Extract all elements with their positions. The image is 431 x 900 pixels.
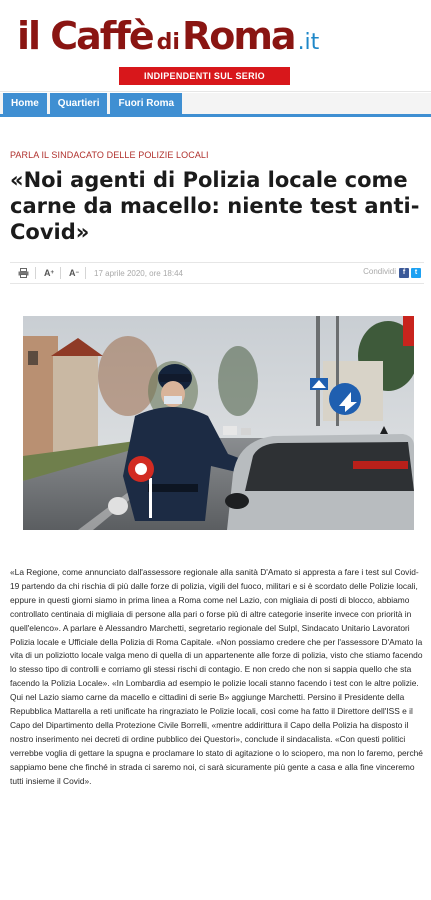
print-icon[interactable] [18, 266, 29, 280]
nav-item-quartieri[interactable]: Quartieri [50, 93, 108, 114]
article-photo [23, 316, 414, 530]
twitter-share-icon[interactable]: t [411, 268, 421, 278]
article-body: «La Regione, come annunciato dall'assessore regionale alla sanità D'Amato si appresta a fare i test sul Covid-19 partendo da chi rischia di più dalle forze di polizia, vigili del fuoco, militari e si è scordato delle Polizie locali, eppure in questi giorni siamo in prima linea a Roma come nel Lazio, con migliaia di posti di blocco, abbiamo controllato centinaia di migliaia di persone alla pari o forse più di altre categorie inserite invece con priorità in quell'elenco». A parlare è Alessandro Marchetti, segretario regionale del Sulpl, Sindacato Unitario Lavoratori Polizia locale e Ufficiale della Polizia di Roma Capitale. «Non possiamo credere che per l'assessore D'Amato la vita di un poliziotto locale valga meno di quella di un appartenente alle forze di polizia, visto che stiamo facendo lo stesso tipo di controlli e corriamo gli stessi rischi di contagio. E non credo che non si sappia quello che sta facendo la Polizia Locale». «In Lombardia ad esempio le polizie locali stanno facendo i test con le altre polizie. Qui nel Lazio siamo carne da macello e cittadini di serie B» aggiunge Marchetti. Persino il Presidente della Repubblica Mattarella a reti unificate ha ringraziato le Polizie locali, così come ha fatto il Direttore dell'ISS e il Capo del Dipartimento della Protezione Civile Borrelli, «mentre addirittura il Capo della Polizia ha disposto il nostro inserimento nei decreti di ordine pubblico dei Questori», conclude il sindacalista. «Con questi politici verrebbe voglia di gettare la spugna e proclamare lo stato di agitazione o lo sciopero, ma non lo faremo, perché sappiamo bene che finché in strada ci saremo noi, ci sarà sicuramente più gente a casa e alla fine vinceremo tutti insieme il Covid». [10, 567, 423, 786]
logo-text-domain: .it [297, 30, 320, 55]
facebook-share-icon[interactable]: f [399, 268, 409, 278]
nav-item-fuori-roma[interactable]: Fuori Roma [110, 93, 182, 114]
share-label: Condividi [363, 267, 396, 276]
main-nav [0, 93, 431, 117]
toolbar-divider [35, 267, 36, 279]
article-kicker: PARLA IL SINDACATO DELLE POLIZIE LOCALI [10, 150, 209, 160]
site-header [0, 0, 431, 92]
font-size-decrease-icon[interactable]: A − [69, 268, 80, 278]
article-headline: «Noi agenti di Polizia locale come carne da macello: niente test anti-Covid» [10, 168, 420, 244]
nav-item-home[interactable]: Home [3, 93, 47, 114]
site-logo[interactable] [17, 14, 319, 58]
logo-text-roma: Roma [181, 14, 295, 58]
logo-text-caffe: il Caffè [17, 14, 153, 58]
article-toolbar [10, 262, 424, 284]
font-size-increase-icon[interactable]: A + [44, 268, 55, 278]
toolbar-divider [85, 267, 86, 279]
toolbar-divider [60, 267, 61, 279]
site-tagline: INDIPENDENTI SUL SERIO [119, 67, 290, 85]
article-header [10, 150, 424, 245]
article-date: 17 aprile 2020, ore 18:44 [94, 268, 183, 278]
logo-text-di: di [156, 30, 180, 55]
